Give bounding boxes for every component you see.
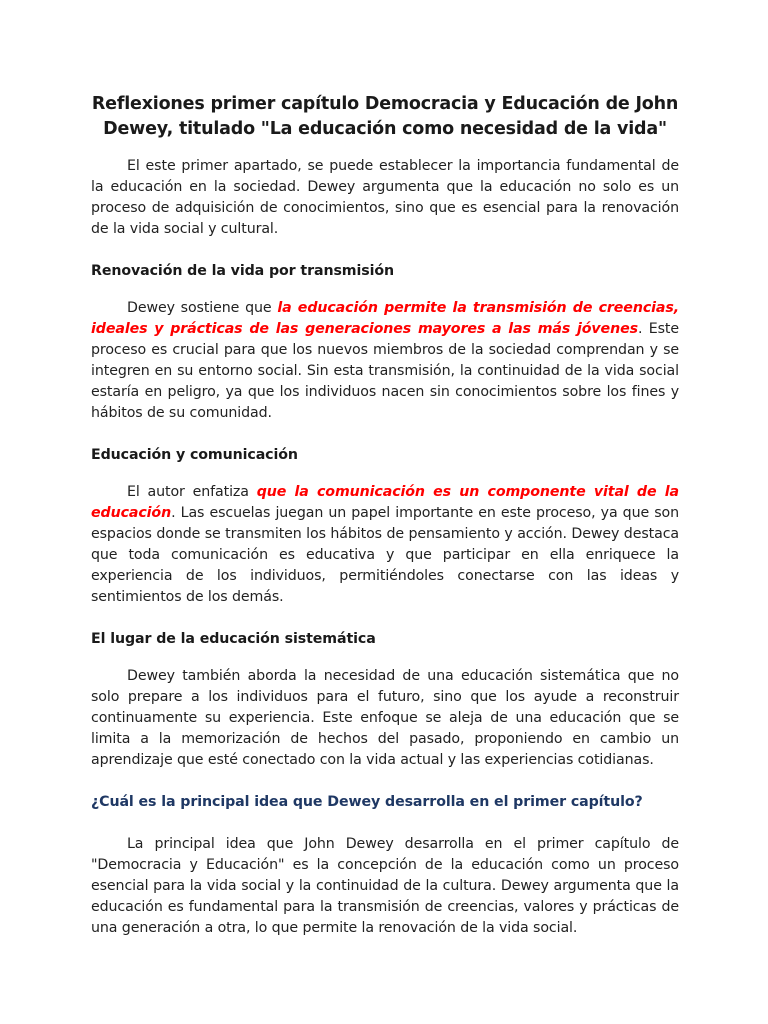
document-page — [91, 92, 679, 939]
section-heading-renovacion: Renovación de la vida por transmisión — [91, 263, 394, 279]
section-heading-comunicacion: Educación y comunicación — [91, 447, 298, 463]
answer-paragraph: La principal idea que John Dewey desarrolla en el primer capítulo de "Democracia y Educación" es la concepción de la educación como un proceso esencial para la vida social y la continuidad de la cultura. Dewey argumenta que la educación es fundamental para la transmisión de creencias, valores y prácticas de una generación a otra, lo que permite la renovación de la vida social. — [91, 836, 679, 936]
highlighted-text: la educación permite la transmisión de creencias, ideales y prácticas de las generaciones mayores a las más jóvenes — [91, 300, 679, 337]
paragraph-text: El autor enfatiza — [127, 484, 257, 500]
section-paragraph-sistematica: Dewey también aborda la necesidad de una educación sistemática que no solo prepare a los individuos para el futuro, sino que los ayude a reconstruir continuamente su experiencia. Este enfoque se aleja de una educación que se limita a la memorización de hechos del pasado, proponiendo en cambio un aprendizaje que esté conectado con la vida actual y las experiencias cotidianas. — [91, 668, 679, 768]
document-title: Reflexiones primer capítulo Democracia y Educación de John Dewey, titulado "La educación como necesidad de la vida" — [91, 94, 679, 139]
section-paragraph-comunicacion — [91, 482, 679, 608]
intro-paragraph: El este primer apartado, se puede establecer la importancia fundamental de la educación en la sociedad. Dewey argumenta que la educación no solo es un proceso de adquisición de conocimientos, sino que es esencial para la renovación de la vida social y cultural. — [91, 158, 679, 237]
question-heading: ¿Cuál es la principal idea que Dewey desarrolla en el primer capítulo? — [91, 794, 643, 810]
paragraph-text: . Este proceso es crucial para que los nuevos miembros de la sociedad comprendan y se integren en su entorno social. Sin esta transmisión, la continuidad de la vida social estaría en peligro, ya que los individuos nacen sin conocimientos sobre los fines y hábitos de su comunidad. — [91, 321, 679, 421]
section-paragraph-renovacion — [91, 298, 679, 424]
paragraph-text: Dewey sostiene que — [127, 300, 278, 316]
section-heading-sistematica: El lugar de la educación sistemática — [91, 631, 376, 647]
paragraph-text: . Las escuelas juegan un papel importante en este proceso, ya que son espacios donde se transmiten los hábitos de pensamiento y acción. Dewey destaca que toda comunicación es educativa y que participar en ella enriquece la experiencia de los individuos, permitiéndoles conectarse con las ideas y sentimientos de los demás. — [91, 505, 679, 605]
highlighted-text: que la comunicación es un componente vital de la educación — [91, 484, 679, 521]
